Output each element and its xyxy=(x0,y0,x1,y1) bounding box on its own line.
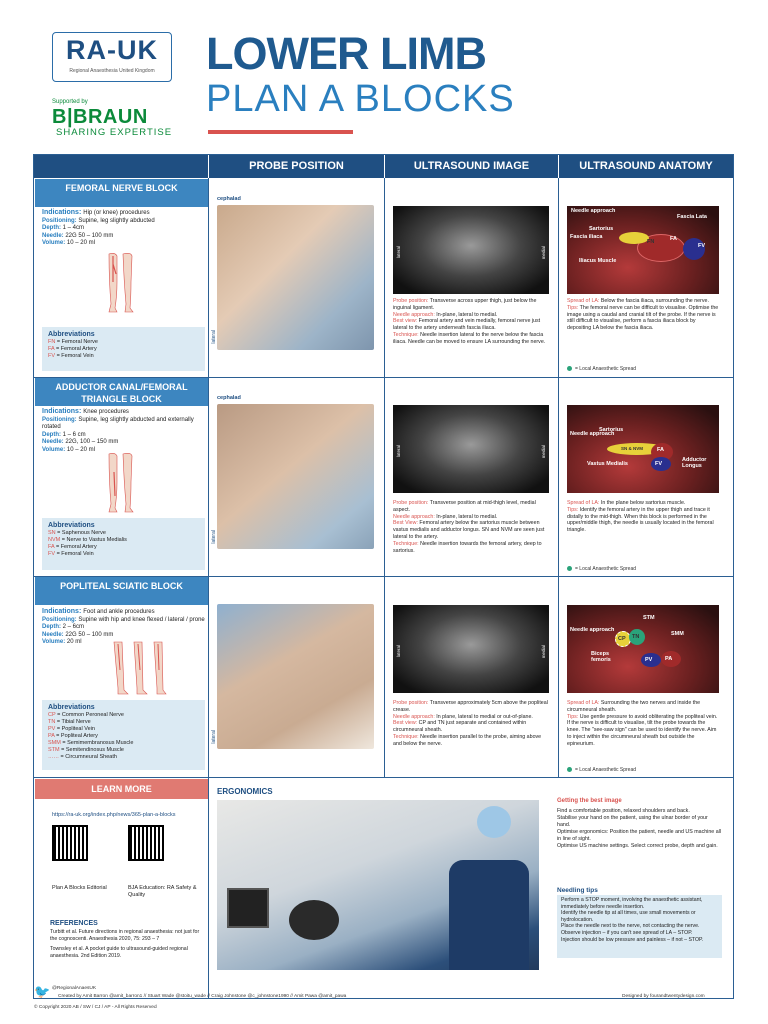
lateral-label: lateral xyxy=(396,445,401,458)
divider xyxy=(208,777,209,999)
medial-label: medial xyxy=(541,645,546,659)
abbreviation-item xyxy=(48,719,199,726)
medial-label: medial xyxy=(541,445,546,459)
lateral-label: lateral xyxy=(396,645,401,658)
abbreviation-item xyxy=(48,754,199,761)
list-item: Observe injection – if you can't see spread of LA – STOP. xyxy=(561,929,693,936)
indications: Hip (or knee) procedures xyxy=(83,210,150,216)
abbreviation-value: = Circumneural Sheath xyxy=(60,754,117,760)
list-item: Perform a STOP moment, involving the anaesthetic assistant, immediately before needle insertion. xyxy=(561,897,703,910)
probe-position-text: Transverse approximately 5cm above the popliteal crease. xyxy=(393,700,548,713)
anatomy-label: FV xyxy=(655,461,663,467)
reference-1: Turbitt et al. Future directions in regional anaesthesia: not just for the cognoscenti. Anaesthesia 2020, 75: 293 – 7 xyxy=(50,929,200,942)
anatomy-image-femoral xyxy=(567,206,719,294)
divider xyxy=(384,178,385,777)
learn-more-link[interactable]: https://ra-uk.org/index.php/news/365-plan-a-blocks xyxy=(52,812,176,818)
abbreviation-key: SMM xyxy=(48,740,63,746)
abbreviation-key: PA xyxy=(48,733,57,739)
positioning: Supine, leg slightly abducted xyxy=(78,217,155,224)
references xyxy=(50,929,200,959)
column-header-anatomy: ULTRASOUND ANATOMY xyxy=(559,155,733,178)
la-spread-dot-icon xyxy=(567,366,572,371)
needling-tips-list xyxy=(557,895,722,958)
depth: 1 – 6 cm xyxy=(62,431,86,438)
best-image-list xyxy=(557,808,722,850)
list-item: Find a comfortable position, relaxed shoulders and back. xyxy=(557,808,690,814)
column-header-ultrasound: ULTRASOUND IMAGE xyxy=(385,155,558,178)
abbreviation-key: TN xyxy=(48,719,57,725)
positioning: Supine, leg slightly abducted and externally rotated xyxy=(42,416,194,430)
abbreviation-item xyxy=(48,537,199,544)
abbreviation-value: = Popliteal Artery xyxy=(56,733,98,739)
abbreviation-value: = Femoral Nerve xyxy=(56,339,98,345)
needle: 22G 50 – 100 mm xyxy=(65,232,114,239)
probe-position-text: Transverse across upper thigh, just below the inguinal ligament. xyxy=(393,298,537,311)
abbreviation-item xyxy=(48,551,199,558)
qr-code-icon[interactable] xyxy=(52,825,88,861)
abbreviation-value: = Femoral Vein xyxy=(56,551,94,557)
list-item: Injection should be low pressure and painless – if not – STOP. xyxy=(561,936,704,943)
abbreviation-key: SN xyxy=(48,530,58,536)
references-title: REFERENCES xyxy=(50,920,98,927)
anatomy-label: CP xyxy=(618,636,626,642)
divider xyxy=(34,777,733,778)
lateral-label: lateral xyxy=(211,730,217,744)
technique-text: Needle insertion parallel to the probe, aiming above and below the nerve. xyxy=(393,733,542,747)
spread-text: Below the fascia iliaca, surrounding the nerve. xyxy=(600,298,709,304)
logo-text: RA-UK xyxy=(66,35,158,65)
depth: 1 – 4cm xyxy=(62,225,85,231)
cephalad-label: cephalad xyxy=(217,395,241,401)
lateral-label: lateral xyxy=(396,246,401,259)
twitter-handle[interactable]: @RegionalAnaesUK xyxy=(52,986,97,991)
needling-tips-title: Needling tips xyxy=(557,887,598,894)
sponsor-tagline: SHARING EXPERTISE xyxy=(56,127,173,138)
anatomy-description-femoral: Spread of LA: Below the fascia iliaca, surrounding the nerve. Tips: The femoral nerve can be difficult to visualise. Optimise the image using a caudal and cranial tilt of the probe. If the nerve is still difficult to visualise, perform a fascia iliaca block by depositing LA below the fascia iliaca. xyxy=(567,298,719,332)
list-item: Identify the needle tip at all times, use small movements or hydrolocation. xyxy=(561,910,696,923)
spread-legend: = Local Anaesthetic Spread xyxy=(567,366,636,372)
abbreviation-key: PV xyxy=(48,726,57,732)
anatomy-label: FV xyxy=(698,243,706,249)
spread-text: In the plane below sartorius muscle. xyxy=(600,500,686,506)
list-item: Stabilise your hand on the patient, using the ulnar border of your hand. xyxy=(557,815,708,828)
abbreviation-value: = Femoral Artery xyxy=(55,346,97,352)
tips-text: Identify the femoral artery in the upper thigh and trace it distally to the mid-thigh. When this block is performed in the upper/middle thigh, the needle is usually located in the femoral triangle. xyxy=(567,506,714,534)
ultrasound-description-femoral: Probe position: Transverse across upper thigh, just below the inguinal ligament. Needle approach: In-plane, lateral to medial. Best view: Femoral artery and vein medially, femoral nerve just lateral to the artery underneath fascia iliaca. Technique: Needle insertion lateral to the nerve below the fascia iliaca. Needle can be moved to ensure LA surrounding the nerve. xyxy=(393,298,546,345)
twitter-icon[interactable]: 🐦 xyxy=(34,984,51,999)
anatomy-label: Needle approach xyxy=(570,431,615,437)
volume: 10 – 20 ml xyxy=(66,240,95,246)
abbreviation-key: FV xyxy=(48,551,57,557)
supported-by: Supported by xyxy=(52,99,88,105)
abbreviation-value: = Saphenous Nerve xyxy=(57,530,106,536)
abbreviation-value: = Common Peroneal Nerve xyxy=(57,712,124,718)
probe-position-text: Transverse position at mid-thigh level, medial aspect. xyxy=(393,500,536,513)
abbreviation-value: = Femoral Artery xyxy=(55,544,97,550)
column-header-probe: PROBE POSITION xyxy=(209,155,384,178)
needle-approach-text: In-plane, lateral to medial. xyxy=(436,311,498,318)
list-item: Place the needle next to the nerve, not contacting the nerve. xyxy=(561,923,700,930)
lateral-label: lateral xyxy=(211,530,217,544)
abbreviation-item xyxy=(48,733,199,740)
divider xyxy=(208,178,209,777)
bbraun-logo: B|BRAUN xyxy=(52,106,148,128)
abbreviation-item xyxy=(48,712,199,719)
block-title-adductor: ADDUCTOR CANAL/FEMORAL TRIANGLE BLOCK xyxy=(35,378,208,406)
abbreviation-value: = Nerve to Vastus Medialis xyxy=(61,537,127,543)
needle: 22G 50 – 100 mm xyxy=(65,631,114,638)
best-image-title: Getting the best image xyxy=(557,798,622,804)
leg-diagram-icon xyxy=(105,252,137,314)
anatomy-label: FA xyxy=(657,447,665,453)
abbreviation-item xyxy=(48,339,199,346)
block-title-popliteal: POPLITEAL SCIATIC BLOCK xyxy=(35,577,208,605)
anatomy-label: TN xyxy=(632,634,640,640)
best-view-text: Femoral artery and vein medially, femoral nerve just lateral to the artery underneath fascia iliaca. xyxy=(393,318,541,332)
spread-text: Surrounding the two nerves and inside the circumneural sheath. xyxy=(567,700,701,713)
anatomy-description-adductor: Spread of LA: In the plane below sartorius muscle. Tips: Identify the femoral artery in the upper thigh and trace it distally to the mid-thigh. When this block is performed in the upper/middle thigh, the needle is usually located in the femoral triangle. xyxy=(567,500,714,534)
needle-approach-text: In-plane, lateral to medial. xyxy=(436,513,498,520)
needle: 22G, 100 – 150 mm xyxy=(65,439,119,445)
ultrasound-image-adductor xyxy=(393,405,549,493)
anatomy-label: FN xyxy=(647,239,655,245)
anatomy-label: PA xyxy=(665,656,673,662)
abbreviation-item xyxy=(48,726,199,733)
tips-text: The femoral nerve can be difficult to visualise. Optimise the image using a caudal and cranial tilt of the probe. If the nerve is still difficult to visualise, perform a fascia iliaca block by depositing LA below the fascia iliaca. xyxy=(567,304,719,332)
copyright: © Copyright 2020 AB / SW / CJ / AP - All Rights Reserved xyxy=(34,1005,157,1010)
abbreviation-value: = Tibial Nerve xyxy=(56,719,91,725)
tips-text: Use gentle pressure to avoid obliterating the popliteal vein. If the nerve is difficult to visualise, tilt the probe towards the knee. The "see-saw sign" can be used to identify the nerve. Aim to inject within the circumneural sheath but outside the epineurium. xyxy=(567,713,718,747)
volume: 20 ml xyxy=(66,639,82,645)
anatomy-label: FA xyxy=(670,236,678,242)
abbreviation-item xyxy=(48,346,199,353)
page-subtitle: PLAN A BLOCKS xyxy=(206,78,515,120)
cephalad-label: cephalad xyxy=(217,196,241,202)
logo-subtext: Regional Anaesthesia United Kingdom xyxy=(69,68,155,74)
indications: Knee procedures xyxy=(83,409,129,415)
abbreviation-key: STM xyxy=(48,747,62,753)
anatomy-image-popliteal xyxy=(567,605,719,693)
ergonomics-photo xyxy=(217,800,539,970)
ultrasound-description-popliteal: Probe position: Transverse approximately 5cm above the popliteal crease. Needle approach: In plane, lateral to medial or out-of-plane. Best view: CP and TN just separate and contained within circumneural sheath. Technique: Needle insertion parallel to the probe, aiming above and below the nerve. xyxy=(393,700,548,747)
abbreviation-value: = Semitendinosus Muscle xyxy=(61,747,124,753)
anatomy-label: Biceps femoris xyxy=(591,651,611,663)
abbreviation-value: = Semimembranosus Muscle xyxy=(62,740,134,746)
block-title-femoral: FEMORAL NERVE BLOCK xyxy=(35,179,208,207)
volume: 10 – 20 ml xyxy=(66,446,95,453)
anatomy-label: SN & NVM xyxy=(621,446,644,451)
designer-credit[interactable]: Designed by fourandtwentydesign.com xyxy=(622,994,705,999)
anatomy-label: Needle approach xyxy=(571,208,616,214)
abbreviation-value: = Femoral Vein xyxy=(56,353,94,359)
abbreviation-item xyxy=(48,740,199,747)
la-spread-dot-icon xyxy=(567,566,572,571)
anatomy-label: Sartorius xyxy=(599,427,624,433)
credits: Created by Amit Barron @amit_barron1 // Stuart Wade @stoitu_wade // Craig Johnstone @c_johnstone1990 // Amit Pawa @amit_pawa xyxy=(58,994,347,999)
qr-code-icon[interactable] xyxy=(128,825,164,861)
qr-label: BJA Education: RA Safety & Quality xyxy=(128,885,197,898)
abbreviation-key: FA xyxy=(48,544,56,550)
technique-text: Needle insertion lateral to the nerve below the fascia iliaca. Needle can be moved to ensure LA surrounding the nerve. xyxy=(393,331,546,345)
ra-uk-logo xyxy=(52,32,172,82)
la-spread-dot-icon xyxy=(567,767,572,772)
anatomy-label: STM xyxy=(643,615,655,621)
spread-legend: = Local Anaesthetic Spread xyxy=(567,566,636,572)
ultrasound-description-adductor: Probe position: Transverse position at mid-thigh level, medial aspect. Needle approach: In-plane, lateral to medial. Best View: Femoral artery below the sartorius muscle between vastus medialis and adductor longus. SN and NVM are seen just lateral to the artery. Technique: Needle insertion towards the femoral artery, deep to sartorius. xyxy=(393,500,545,554)
abbreviations-popliteal: Abbreviations CP = Common Peroneal Nerve TN = Tibial Nerve PV = Popliteal Vein PA = Popliteal Artery SMM = Semimembranosus Muscle STM = Semitendinosus Muscle …… = Circumneural Sheath xyxy=(42,700,205,770)
ultrasound-image-popliteal xyxy=(393,605,549,693)
anatomy-label: PV xyxy=(645,657,653,663)
leg-diagram-icon xyxy=(110,640,168,696)
block-info-femoral: Indications: Hip (or knee) procedures Positioning: Supine, leg slightly abducted Depth: 1 – 4cm Needle: 22G 50 – 100 mm Volume: 10 – 20 ml xyxy=(42,209,155,246)
block-info-adductor: Indications: Knee procedures Positioning: Supine, leg slightly abducted and externally rotated Depth: 1 – 6 cm Needle: 22G, 100 – 150 mm Volume: 10 – 20 ml xyxy=(42,408,194,453)
ultrasound-image-femoral xyxy=(393,206,549,294)
technique-text: Needle insertion towards the femoral artery, deep to sartorius. xyxy=(393,540,542,554)
learn-more-header: LEARN MORE xyxy=(35,779,208,799)
header-blank xyxy=(34,155,208,178)
abbreviation-key: NVM xyxy=(48,537,62,543)
anatomy-image-adductor xyxy=(567,405,719,493)
list-item: Optimise ergonomics: Position the patient, needle and US machine all in line of sight. xyxy=(557,829,721,842)
probe-photo-femoral xyxy=(217,205,374,350)
indications: Foot and ankle procedures xyxy=(83,609,155,615)
abbreviation-item xyxy=(48,747,199,754)
anatomy-label: Vastus Medialis xyxy=(587,461,628,467)
best-view-text: Femoral artery below the sartorius muscle between vastus medialis and adductor longus. SN and NVM are seen just lateral to the artery. xyxy=(393,520,545,540)
title-underline xyxy=(208,130,353,134)
anatomy-label: SMM xyxy=(671,631,684,637)
spread-legend: = Local Anaesthetic Spread xyxy=(567,767,636,773)
abbreviation-value: = Popliteal Vein xyxy=(56,726,95,732)
anatomy-label: Fascia Lata xyxy=(677,214,707,220)
abbreviation-item xyxy=(48,530,199,537)
list-item: Optimise US machine settings. Select correct probe, depth and gain. xyxy=(557,843,718,849)
abbreviation-item xyxy=(48,353,199,360)
anatomy-description-popliteal: Spread of LA: Surrounding the two nerves and inside the circumneural sheath. Tips: Use gentle pressure to avoid obliterating the popliteal vein. If the nerve is difficult to visualise, tilt the probe towards the knee. The "see-saw sign" can be used to identify the nerve. Aim to inject within the circumneural sheath but outside the epineurium. xyxy=(567,700,718,747)
needle-approach-text: In plane, lateral to medial or out-of-plane. xyxy=(436,713,533,720)
abbreviation-key: …… xyxy=(48,754,61,760)
anatomy-label: Needle approach xyxy=(570,627,615,633)
anatomy-label: Adductor Longus xyxy=(682,457,707,469)
abbreviation-item xyxy=(48,544,199,551)
abbreviation-key: CP xyxy=(48,712,58,718)
block-info-popliteal: Indications: Foot and ankle procedures Positioning: Supine with hip and knee flexed / lateral / prone Depth: 2 – 6cm Needle: 22G 50 – 100 mm Volume: 20 ml xyxy=(42,608,205,645)
abbreviation-key: FV xyxy=(48,353,57,359)
abbreviation-key: FA xyxy=(48,346,56,352)
abbreviations-adductor: Abbreviations SN = Saphenous Nerve NVM = Nerve to Vastus Medialis FA = Femoral Artery FV = Femoral Vein xyxy=(42,518,205,570)
anatomy-label: Fascia iliaca xyxy=(570,234,603,240)
best-view-text: CP and TN just separate and contained within circumneural sheath. xyxy=(393,720,527,734)
anatomy-label: Sartorius xyxy=(589,226,614,232)
page-title: LOWER LIMB xyxy=(206,28,486,79)
anatomy-label: Iliacus Muscle xyxy=(579,258,617,264)
abbreviation-key: FN xyxy=(48,339,57,345)
divider xyxy=(558,178,559,777)
probe-photo-popliteal xyxy=(217,604,374,749)
probe-photo-adductor xyxy=(217,404,374,549)
qr-label: Plan A Blocks Editorial xyxy=(52,885,107,891)
positioning: Supine with hip and knee flexed / lateral / prone xyxy=(78,616,205,623)
lateral-label: lateral xyxy=(211,330,217,344)
medial-label: medial xyxy=(541,246,546,260)
abbreviations-femoral: Abbreviations FN = Femoral Nerve FA = Femoral Artery FV = Femoral Vein xyxy=(42,327,205,371)
leg-diagram-icon xyxy=(105,452,137,514)
depth: 2 – 6cm xyxy=(62,624,85,630)
ergonomics-title: ERGONOMICS xyxy=(217,787,273,796)
reference-2: Townsley et al. A pocket guide to ultrasound-guided regional anaesthesia. 2nd Edition 2019. xyxy=(50,946,188,959)
